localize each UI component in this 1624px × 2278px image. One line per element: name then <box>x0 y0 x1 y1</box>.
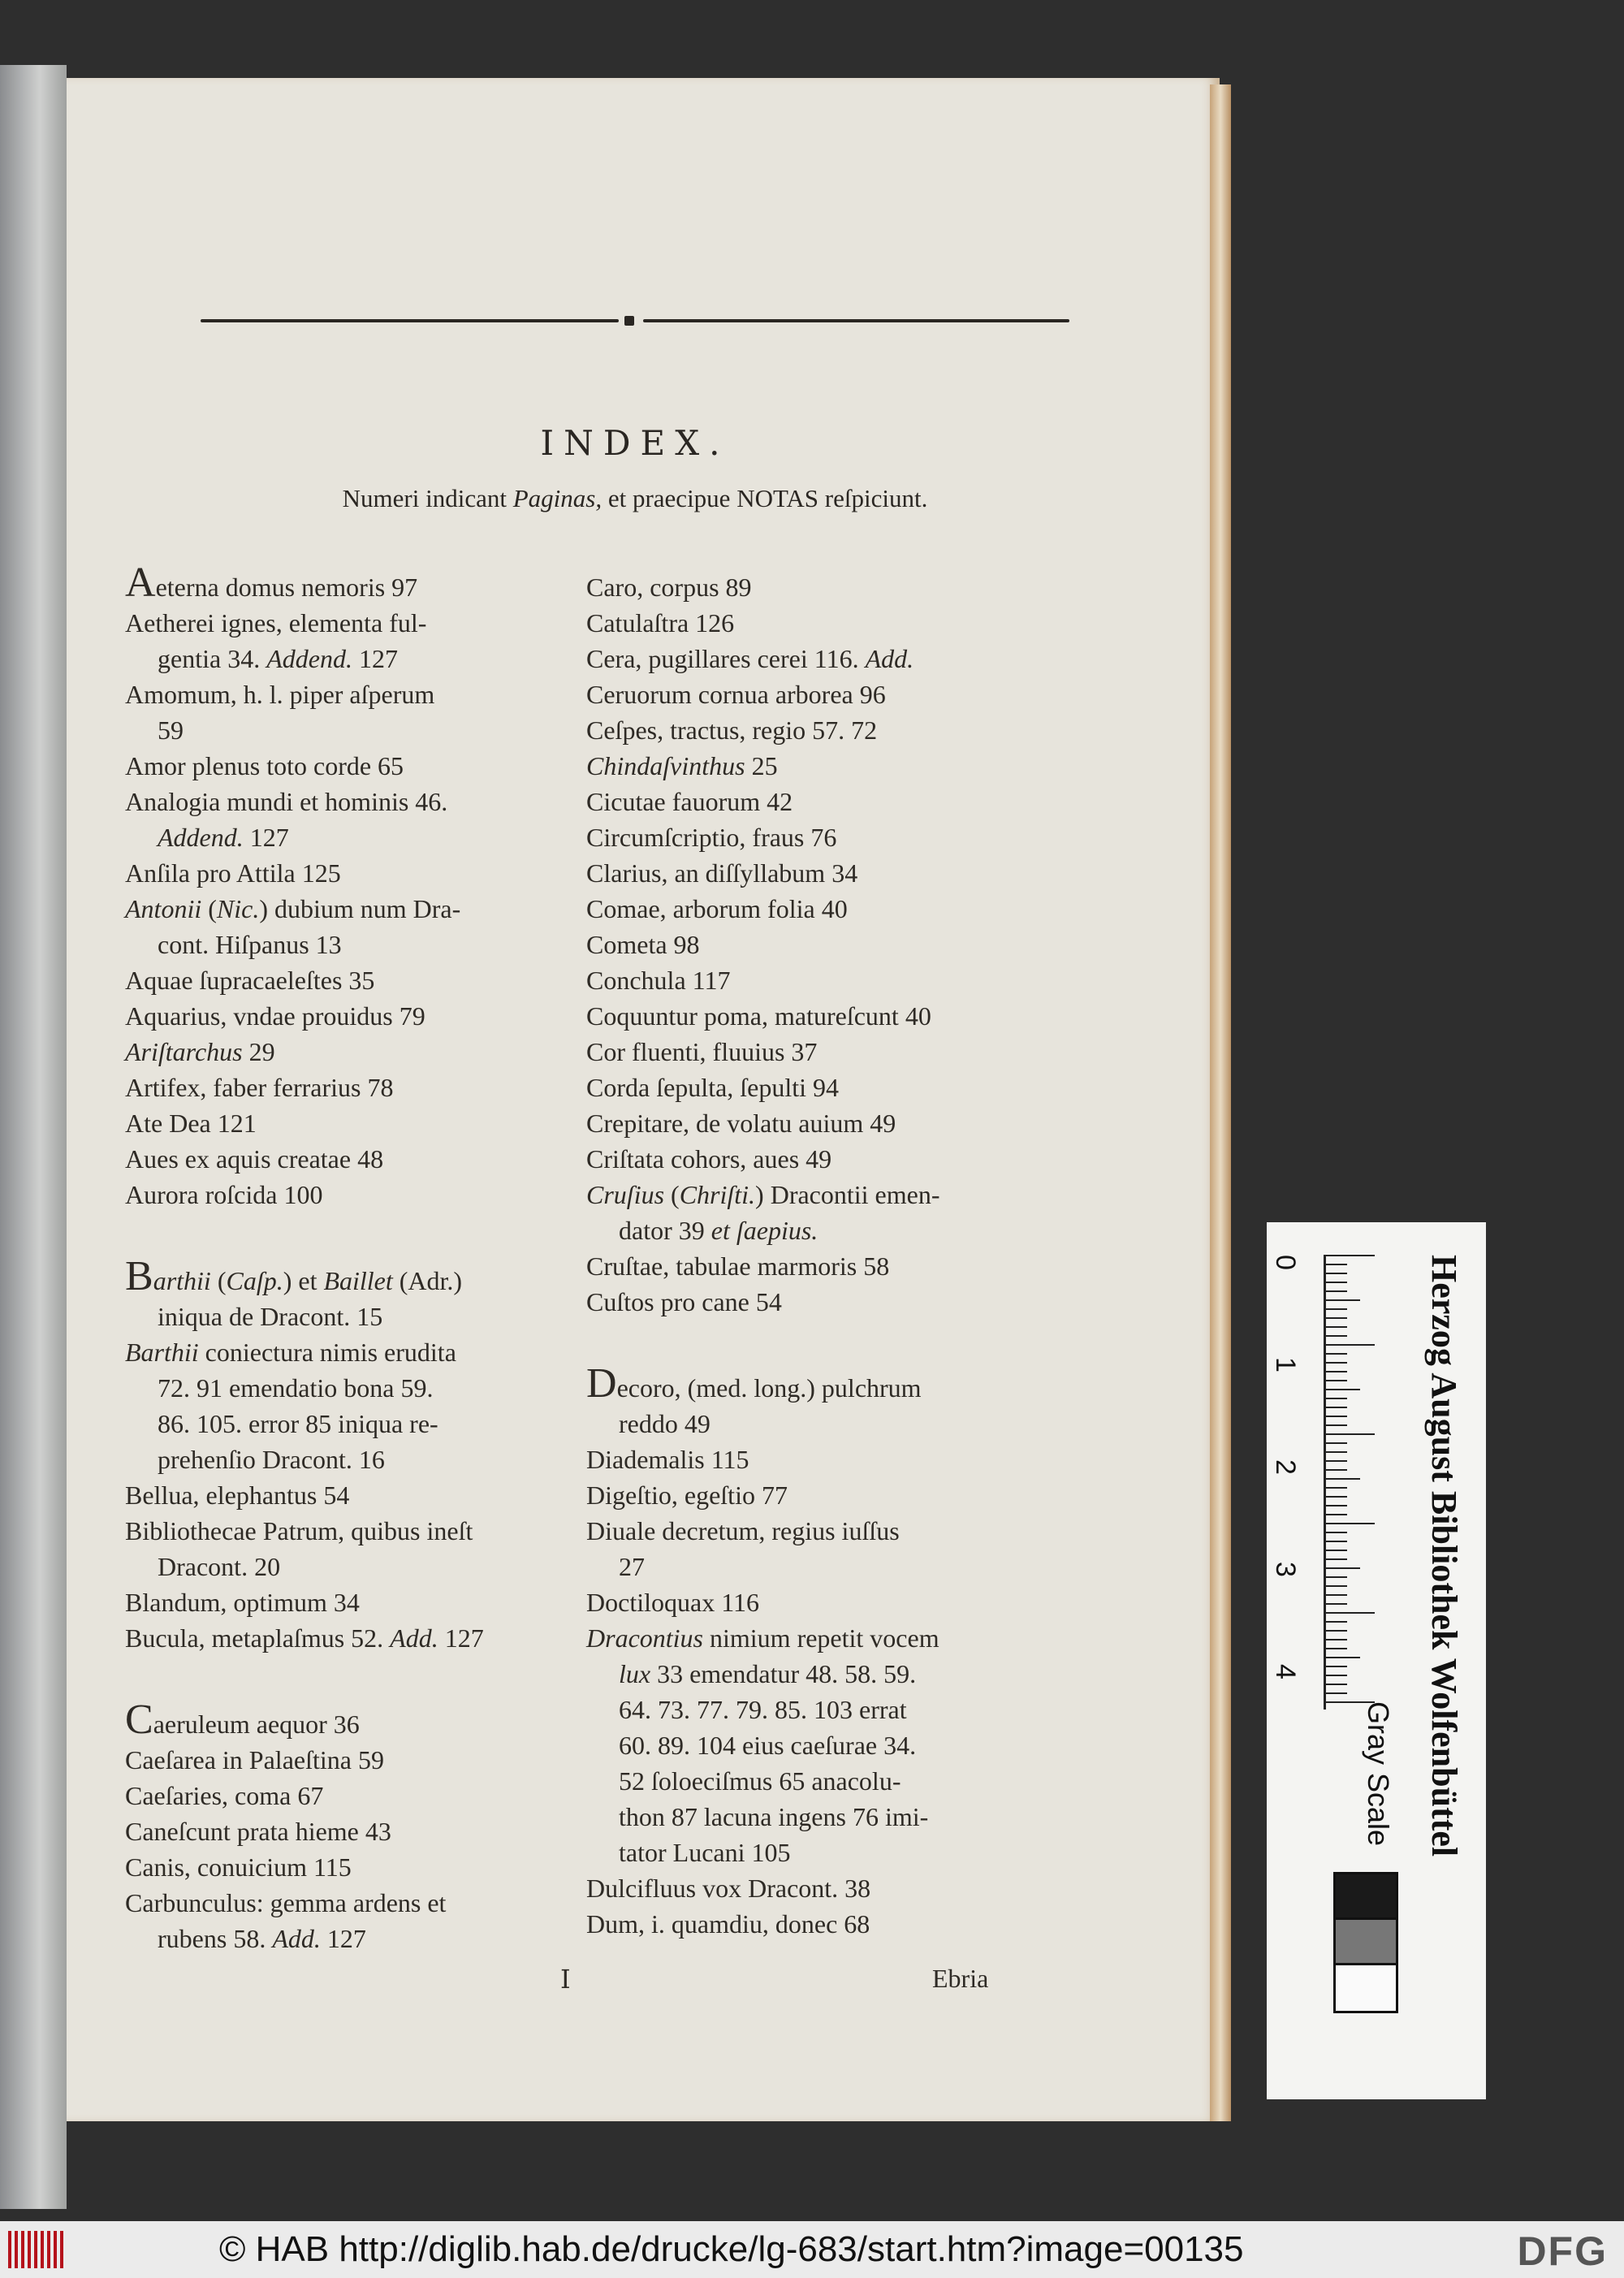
index-entry <box>586 712 1041 748</box>
text-segment: Cicutae fauorum 42 <box>586 787 793 816</box>
text-segment: Artifex, faber ferrarius 78 <box>125 1073 394 1102</box>
ruler-tick <box>1326 1407 1347 1408</box>
index-entry-continuation <box>586 1212 1041 1248</box>
index-entry <box>586 1105 1041 1141</box>
ruler-tick <box>1326 1264 1347 1265</box>
text-segment: Dracont. 20 <box>158 1552 281 1581</box>
text-segment: Canis, conuicium 115 <box>125 1852 352 1882</box>
ruler-tick <box>1326 1273 1347 1274</box>
text-segment: ) et <box>283 1266 324 1295</box>
ruler-tick <box>1326 1282 1347 1283</box>
index-entry <box>586 1070 1041 1105</box>
text-segment: Amomum, h. l. piper aſperum <box>125 680 435 709</box>
index-entry <box>125 891 564 927</box>
facing-page-edge <box>0 65 67 2209</box>
index-entry <box>125 1477 564 1513</box>
italic-text: Barthii <box>125 1338 199 1367</box>
index-entry <box>125 1105 564 1141</box>
text-segment: ( <box>210 1266 227 1295</box>
index-entry <box>125 1697 564 1743</box>
italic-text: Nic. <box>216 894 260 923</box>
ruler-tick <box>1326 1326 1347 1328</box>
index-entry-continuation <box>586 1835 1041 1870</box>
text-segment: Aetherei ignes, elementa ful- <box>125 608 427 638</box>
institution-label: Herzog August Bibliothek Wolfenbüttel <box>1424 1255 1464 1857</box>
text-segment: Circumſcriptio, fraus 76 <box>586 823 837 852</box>
text-segment: Conchula 117 <box>586 966 731 995</box>
text-segment: ) dubium num Dra- <box>259 894 461 923</box>
ruler-tick <box>1326 1362 1347 1364</box>
text-segment: et praecipue NOTAS reſpiciunt. <box>602 484 928 512</box>
index-entry-continuation <box>586 1549 1041 1584</box>
drop-initial: A <box>125 560 156 606</box>
index-section <box>125 1697 564 1956</box>
ruler-tick <box>1326 1460 1347 1462</box>
ruler-tick <box>1326 1451 1347 1453</box>
text-segment: Cruſtae, tabulae marmoris 58 <box>586 1251 890 1281</box>
scale-card <box>1267 1222 1486 2099</box>
text-segment: Bellua, elephantus 54 <box>125 1480 350 1510</box>
index-entry-continuation <box>586 1799 1041 1835</box>
text-segment: Dulcifluus vox Dracont. 38 <box>586 1874 871 1903</box>
ruler-number: 1 <box>1269 1357 1301 1372</box>
text-segment: Cuſtos pro cane 54 <box>586 1287 782 1316</box>
index-entry-continuation <box>125 819 564 855</box>
text-segment: Clarius, an diſſyllabum 34 <box>586 858 858 888</box>
text-segment: Analogia mundi et hominis 46. <box>125 787 448 816</box>
index-entry <box>586 1360 1041 1407</box>
text-segment: Diademalis 115 <box>586 1445 749 1474</box>
index-entry <box>586 927 1041 962</box>
index-entry <box>125 1778 564 1813</box>
index-entry <box>586 1584 1041 1620</box>
text-segment: Corda ſepulta, ſepulti 94 <box>586 1073 840 1102</box>
ruler-tick <box>1326 1594 1347 1596</box>
text-segment: iniqua de Dracont. 15 <box>158 1302 383 1331</box>
gray-scale-label: Gray Scale <box>1362 1701 1395 1847</box>
text-segment: cont. Hiſpanus 13 <box>158 930 342 959</box>
index-entry <box>125 1584 564 1620</box>
text-segment: Bucula, metaplaſmus 52. <box>125 1623 391 1653</box>
ruler-tick <box>1326 1585 1347 1587</box>
index-entry-continuation <box>586 1727 1041 1763</box>
book-page <box>67 78 1220 2121</box>
text-segment: 59 <box>158 715 184 745</box>
text-segment: aeruleum aequor 36 <box>153 1710 360 1739</box>
ruler-tick <box>1326 1666 1347 1667</box>
text-segment: 127 <box>352 644 398 673</box>
text-segment: Blandum, optimum 34 <box>125 1588 360 1617</box>
ruler-tick <box>1326 1442 1347 1444</box>
text-segment: Ceruorum cornua arborea 96 <box>586 680 886 709</box>
index-entry <box>125 1813 564 1849</box>
index-entry <box>586 676 1041 712</box>
text-segment: ( <box>664 1180 680 1209</box>
index-entry <box>586 1620 1041 1656</box>
text-segment: 27 <box>619 1552 645 1581</box>
ruler-tick <box>1326 1684 1347 1685</box>
index-entry <box>586 1141 1041 1177</box>
index-entry <box>125 1177 564 1212</box>
dfg-logo: DFG <box>1517 2228 1608 2274</box>
text-segment: rubens 58. <box>158 1924 273 1953</box>
index-entry <box>586 784 1041 819</box>
italic-text: lux <box>619 1659 651 1688</box>
ruler-tick <box>1326 1424 1347 1426</box>
ruler-number: 2 <box>1269 1459 1301 1475</box>
index-entry <box>586 605 1041 641</box>
italic-text: Baillet <box>323 1266 393 1295</box>
text-segment: ecoro, (med. long.) pulchrum <box>616 1373 922 1403</box>
index-entry <box>125 962 564 998</box>
ruler-tick <box>1326 1389 1360 1390</box>
ruler-tick <box>1326 1299 1360 1301</box>
text-segment: Bibliothecae Patrum, quibus ineſt <box>125 1516 473 1545</box>
text-segment: prehenſio Dracont. 16 <box>158 1445 385 1474</box>
gray-patch-mid <box>1333 1917 1398 1968</box>
text-segment: 127 <box>243 823 289 852</box>
ruler-tick <box>1326 1612 1375 1614</box>
text-segment: 60. 89. 104 eius caeſurae 34. <box>619 1731 917 1760</box>
index-entry <box>125 1253 564 1299</box>
italic-text: Ariſtarchus <box>125 1037 243 1066</box>
index-entry-continuation <box>125 1549 564 1584</box>
text-segment: Aurora roſcida 100 <box>125 1180 323 1209</box>
text-segment: nimium repetit vocem <box>703 1623 939 1653</box>
text-segment: Ceſpes, tractus, regio 57. 72 <box>586 715 878 745</box>
index-section <box>125 560 564 1212</box>
text-segment: eterna domus nemoris 97 <box>155 573 418 602</box>
text-segment: Aquarius, vndae prouidus 79 <box>125 1001 425 1031</box>
ruler-tick <box>1326 1353 1347 1355</box>
ruler-tick <box>1326 1308 1347 1310</box>
ruler-tick <box>1326 1558 1347 1560</box>
index-entry <box>125 1070 564 1105</box>
index-entry-continuation <box>586 1656 1041 1692</box>
ruler-tick <box>1326 1344 1375 1346</box>
index-entry <box>586 819 1041 855</box>
text-segment: Comae, arborum folia 40 <box>586 894 848 923</box>
italic-text: Addend. <box>158 823 244 852</box>
ruler-tick <box>1326 1255 1375 1256</box>
ruler-number: 0 <box>1269 1255 1301 1270</box>
italic-text: et ſaepius. <box>710 1216 818 1245</box>
text-segment: 72. 91 emendatio bona 59. <box>158 1373 434 1403</box>
index-section <box>125 1253 564 1656</box>
text-segment: Crepitare, de volatu auium 49 <box>586 1109 896 1138</box>
text-segment: Digeſtio, egeſtio 77 <box>586 1480 788 1510</box>
ruler-tick <box>1326 1603 1347 1605</box>
italic-text: arthii <box>153 1266 211 1295</box>
text-segment: Aues ex aquis creatae 48 <box>125 1144 384 1174</box>
ruler-tick <box>1326 1433 1375 1435</box>
page-edge <box>1210 84 1231 2121</box>
text-segment: ) Dracontii emen- <box>755 1180 940 1209</box>
drop-initial: D <box>586 1360 617 1407</box>
ruler-tick <box>1326 1576 1347 1578</box>
ruler-tick <box>1326 1630 1347 1632</box>
index-entry <box>125 1849 564 1885</box>
index-column-right <box>586 569 1041 1992</box>
text-segment: 64. 73. 77. 79. 85. 103 errat <box>619 1695 907 1724</box>
italic-text: Caſp. <box>226 1266 283 1295</box>
text-segment: Cor fluenti, fluuius 37 <box>586 1037 818 1066</box>
index-entry <box>125 998 564 1034</box>
index-entry <box>586 1442 1041 1477</box>
ruler-number: 4 <box>1269 1664 1301 1679</box>
index-entry <box>586 1034 1041 1070</box>
text-segment: Cometa 98 <box>586 930 700 959</box>
text-segment: Catulaſtra 126 <box>586 608 735 638</box>
italic-text: Add. <box>865 644 914 673</box>
ruler-tick <box>1326 1335 1347 1337</box>
signature-mark: I <box>560 1964 571 1995</box>
drop-initial: B <box>125 1253 153 1299</box>
viewer-footer <box>0 2221 1624 2278</box>
index-entry <box>586 1870 1041 1906</box>
index-entry <box>125 676 564 712</box>
catchword: Ebria <box>932 1964 989 1993</box>
ruler-tick <box>1326 1496 1347 1498</box>
text-segment: gentia 34. <box>158 644 267 673</box>
index-entry <box>586 998 1041 1034</box>
text-segment: thon 87 lacuna ingens 76 imi- <box>619 1802 929 1831</box>
page-title: INDEX. <box>540 423 730 463</box>
text-segment: Carbunculus: gemma ardens et <box>125 1888 447 1917</box>
text-segment: Caeſarea in Palaeſtina 59 <box>125 1745 384 1774</box>
index-entry-continuation <box>586 1692 1041 1727</box>
index-entry <box>586 1248 1041 1284</box>
italic-text: Chriſti. <box>679 1180 756 1209</box>
ruler-tick <box>1326 1416 1347 1417</box>
italic-text: Paginas, <box>512 484 603 512</box>
index-entry-continuation <box>125 1921 564 1956</box>
text-segment: Anſila pro Attila 125 <box>125 858 341 888</box>
ruler-tick <box>1326 1639 1347 1640</box>
text-segment: coniectura nimis erudita <box>198 1338 456 1367</box>
index-entry <box>586 891 1041 927</box>
text-segment: Numeri indicant <box>342 484 513 512</box>
ruler-tick <box>1326 1567 1360 1569</box>
text-segment: Doctiloquax 116 <box>586 1588 759 1617</box>
index-entry <box>586 962 1041 998</box>
drop-initial: C <box>125 1697 153 1743</box>
index-section <box>586 1360 1041 1942</box>
italic-text: Dracontius <box>586 1623 703 1653</box>
header-ornament-rule <box>201 316 1069 324</box>
text-segment: dator 39 <box>619 1216 711 1245</box>
ruler-tick <box>1326 1505 1347 1506</box>
ruler-tick <box>1326 1621 1347 1623</box>
ruler-tick <box>1326 1532 1347 1533</box>
index-entry <box>125 605 564 641</box>
index-entry-continuation <box>125 1406 564 1442</box>
index-section <box>586 569 1041 1320</box>
text-segment: 29 <box>242 1037 275 1066</box>
text-segment: Aquae ſupracaeleſtes 35 <box>125 966 375 995</box>
index-entry <box>125 1742 564 1778</box>
index-entry-continuation <box>125 1442 564 1477</box>
text-segment: Coquuntur poma, matureſcunt 40 <box>586 1001 931 1031</box>
page-subtitle <box>67 484 1203 513</box>
text-segment: (Adr.) <box>392 1266 463 1295</box>
index-entry <box>586 641 1041 676</box>
ruler <box>1269 1255 1375 1710</box>
text-segment: 33 emendatur 48. 58. 59. <box>650 1659 917 1688</box>
text-segment: Diuale decretum, regius iuſſus <box>586 1516 900 1545</box>
text-segment: Ate Dea 121 <box>125 1109 257 1138</box>
index-entry-continuation <box>125 927 564 962</box>
index-entry-continuation <box>125 1370 564 1406</box>
index-entry <box>125 784 564 819</box>
italic-text: Cruſius <box>586 1180 665 1209</box>
text-segment: 25 <box>745 751 778 780</box>
text-segment: Criſtata cohors, aues 49 <box>586 1144 832 1174</box>
text-segment: 127 <box>438 1623 484 1653</box>
hab-logo-icon <box>8 2231 65 2268</box>
index-entry <box>125 748 564 784</box>
ruler-tick <box>1326 1469 1347 1471</box>
text-segment: Caro, corpus 89 <box>586 573 752 602</box>
text-segment: 86. 105. error 85 iniqua re- <box>158 1409 438 1438</box>
text-segment: Caeſaries, coma 67 <box>125 1781 324 1810</box>
index-entry <box>586 855 1041 891</box>
ruler-tick <box>1326 1478 1360 1480</box>
ruler-tick <box>1326 1648 1347 1649</box>
text-segment: tator Lucani 105 <box>619 1838 791 1867</box>
index-entry <box>125 1334 564 1370</box>
index-entry-continuation <box>125 641 564 676</box>
text-segment: 127 <box>320 1924 366 1953</box>
ruler-tick <box>1326 1290 1347 1292</box>
gray-patch-black <box>1333 1872 1398 1922</box>
text-segment: Cera, pugillares cerei 116. <box>586 644 866 673</box>
text-segment: ( <box>201 894 217 923</box>
text-segment: reddo 49 <box>619 1409 710 1438</box>
text-segment: 52 ſoloeciſmus 65 anacolu- <box>619 1766 901 1796</box>
ruler-tick <box>1326 1371 1347 1372</box>
index-entry-continuation <box>586 1763 1041 1799</box>
index-entry <box>125 855 564 891</box>
ruler-tick <box>1326 1398 1347 1399</box>
ruler-tick <box>1326 1523 1375 1524</box>
ruler-tick <box>1326 1380 1347 1381</box>
copyright-url[interactable]: © HAB http://diglib.hab.de/drucke/lg-683/start.htm?image=00135 <box>219 2229 1244 2269</box>
ruler-tick <box>1326 1541 1347 1542</box>
index-entry <box>586 1284 1041 1320</box>
italic-text: Chindaſvinthus <box>586 751 745 780</box>
ruler-tick <box>1326 1657 1360 1658</box>
text-segment: Dum, i. quamdiu, donec 68 <box>586 1909 870 1939</box>
index-entry <box>586 1906 1041 1942</box>
ruler-number: 3 <box>1269 1562 1301 1577</box>
ruler-tick <box>1326 1317 1347 1319</box>
index-entry <box>125 1885 564 1921</box>
text-segment: Amor plenus toto corde 65 <box>125 751 404 780</box>
index-entry <box>586 748 1041 784</box>
index-entry-continuation <box>125 712 564 748</box>
italic-text: Antonii <box>125 894 202 923</box>
index-entry <box>125 1034 564 1070</box>
index-entry <box>125 1620 564 1656</box>
ruler-tick <box>1326 1487 1347 1489</box>
index-entry-continuation <box>125 1299 564 1334</box>
ruler-tick <box>1326 1692 1347 1694</box>
index-entry <box>586 1477 1041 1513</box>
index-entry <box>125 560 564 606</box>
index-column-left <box>125 560 564 2007</box>
ruler-tick <box>1326 1550 1347 1551</box>
index-entry <box>586 1177 1041 1212</box>
index-entry <box>125 1513 564 1549</box>
italic-text: Add. <box>390 1623 438 1653</box>
ruler-tick <box>1326 1675 1347 1676</box>
italic-text: Add. <box>272 1924 321 1953</box>
gray-patch-white <box>1333 1963 1398 2013</box>
ruler-tick <box>1326 1514 1347 1515</box>
index-entry-continuation <box>586 1406 1041 1442</box>
index-entry <box>586 569 1041 605</box>
index-entry <box>586 1513 1041 1549</box>
italic-text: Addend. <box>266 644 352 673</box>
text-segment: Caneſcunt prata hieme 43 <box>125 1817 391 1846</box>
index-entry <box>125 1141 564 1177</box>
